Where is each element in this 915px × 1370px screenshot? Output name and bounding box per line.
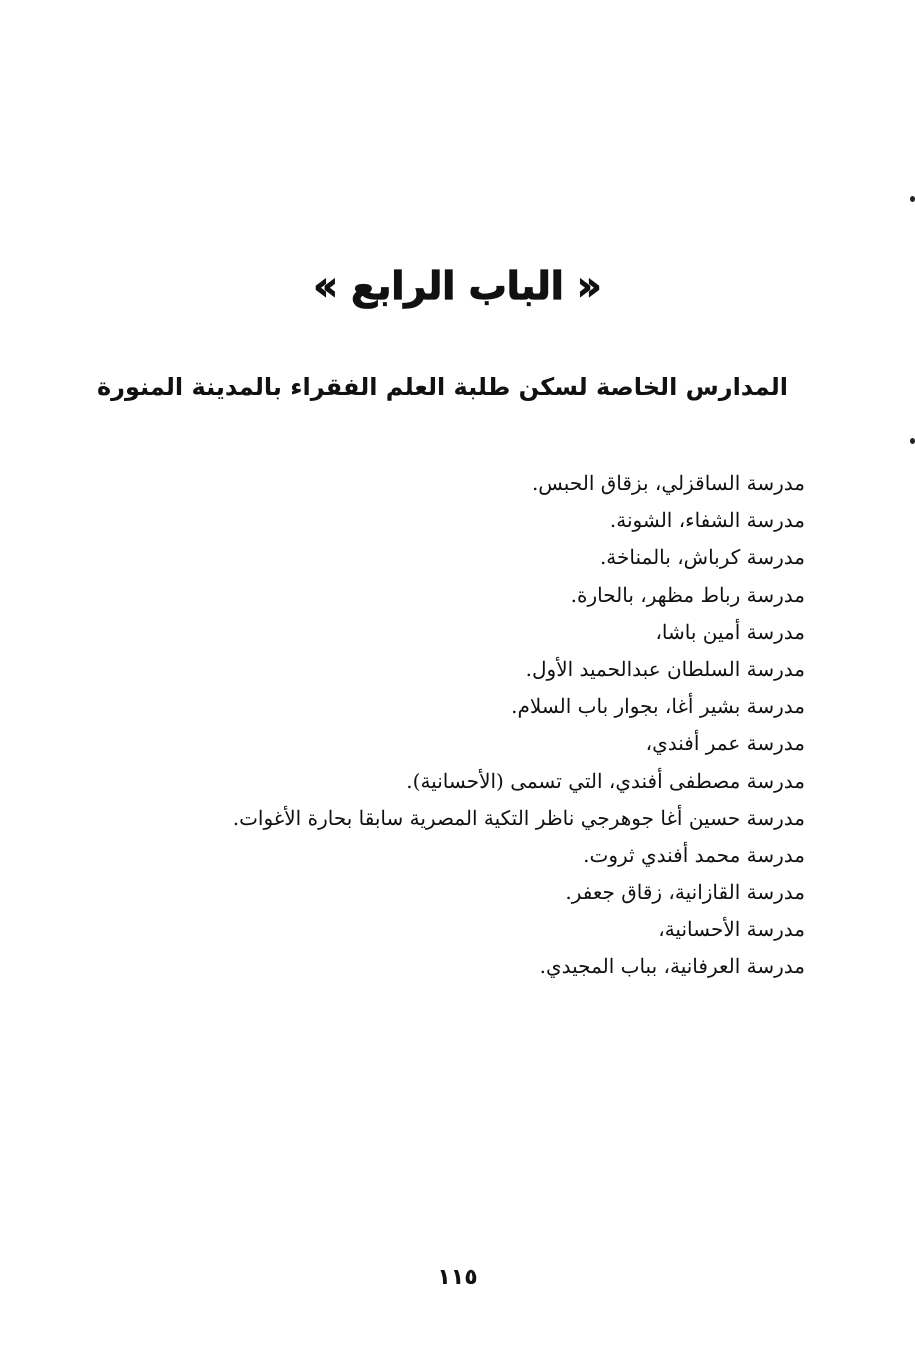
- school-list-item: مدرسة القازانية، زقاق جعفر.: [565, 880, 805, 905]
- school-list-item: مدرسة الأحسانية،: [658, 917, 805, 942]
- scan-edge-mark: [910, 438, 915, 444]
- school-list-item: مدرسة رباط مظهر، بالحارة.: [570, 582, 805, 607]
- school-list-item: مدرسة السلطان عبدالحميد الأول.: [525, 656, 805, 681]
- school-list-item: مدرسة الشفاء، الشونة.: [609, 508, 805, 533]
- school-list-item: مدرسة حسين أغا جوهرجي ناظر التكية المصرية سابقا بحارة الأغوات.: [232, 805, 805, 830]
- school-list-item: مدرسة العرفانية، بباب المجيدي.: [539, 954, 805, 979]
- chapter-title: « الباب الرابع »: [313, 264, 602, 309]
- section-subtitle: المدارس الخاصة لسكن طلبة العلم الفقراء بالمدينة المنورة: [97, 372, 788, 401]
- school-list-item: مدرسة الساقزلي، بزقاق الحبس.: [531, 471, 805, 495]
- school-list-item: مدرسة بشير أغا، بجوار باب السلام.: [511, 694, 805, 719]
- school-list-item: مدرسة كرباش، بالمناخة.: [599, 545, 805, 570]
- school-list: [105, 465, 805, 986]
- school-list-item: مدرسة مصطفى أفندي، التي تسمى (الأحسانية).: [406, 768, 805, 793]
- page-number: ١١٥: [437, 1265, 478, 1290]
- scan-edge-mark: [910, 196, 915, 202]
- school-list-item: مدرسة محمد أفندي ثروت.: [583, 842, 805, 867]
- school-list-item: مدرسة أمين باشا،: [655, 619, 805, 644]
- school-list-item: مدرسة عمر أفندي،: [645, 731, 805, 756]
